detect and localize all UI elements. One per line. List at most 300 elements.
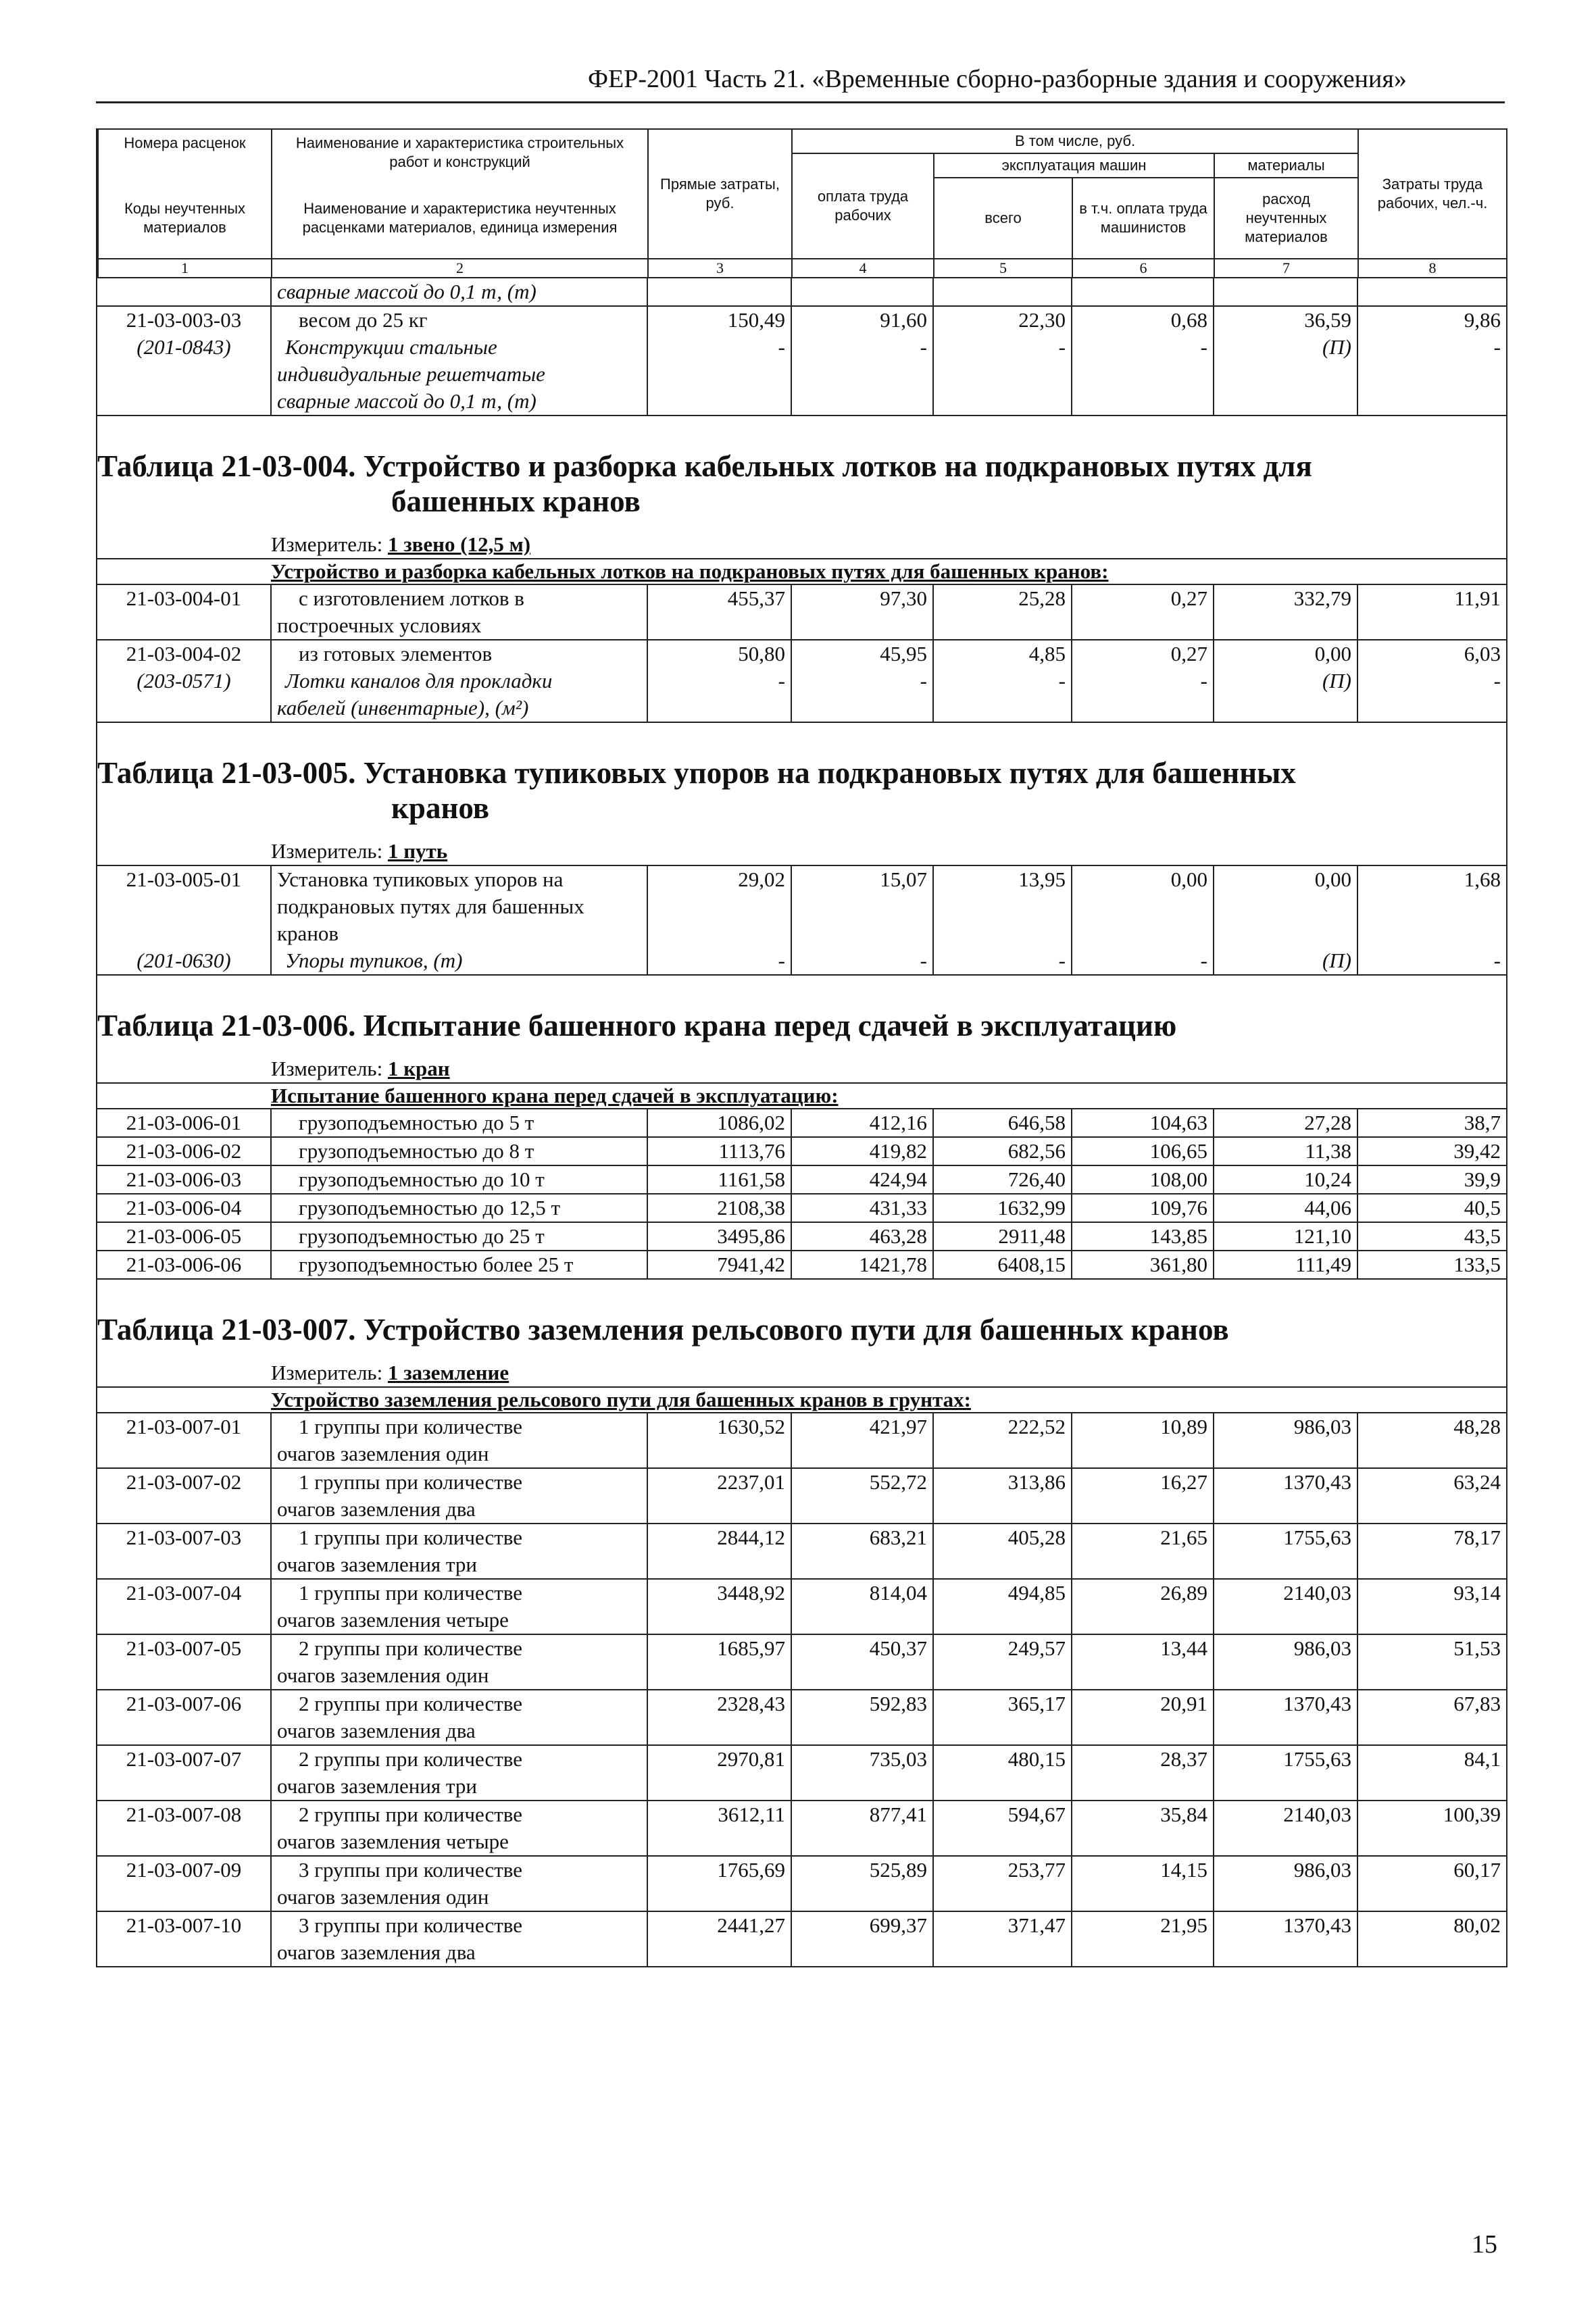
rate-name-cont: очагов заземления два <box>271 1717 647 1745</box>
table-005-title-line2: кранов <box>391 791 490 825</box>
table-row <box>97 1413 1506 1440</box>
material-row <box>97 334 1506 361</box>
cell-labor-hours: 40,5 <box>1464 1196 1501 1219</box>
cell-direct-cost: - <box>647 947 791 974</box>
col-materials-header: материалы <box>1214 153 1358 178</box>
cell-direct-cost: 455,37 <box>647 584 791 612</box>
cell-materials: 11,38 <box>1214 1137 1357 1165</box>
cell-mach-wage: - <box>1072 334 1214 361</box>
cell-labor-hours: 1,68 <box>1464 867 1501 891</box>
table-007-group: Устройство заземления рельсового пути для башенных кранов в грунтах: <box>97 1386 1506 1412</box>
table-row <box>97 1801 1506 1828</box>
cell-wage: 735,03 <box>791 1745 933 1773</box>
cell-mach-total: 2911,48 <box>933 1222 1072 1251</box>
cell-mach-wage: 21,95 <box>1072 1911 1214 1939</box>
cell-wage: 45,95 <box>791 640 933 668</box>
col-num-2: 2 <box>272 259 648 278</box>
spacer-cell <box>1072 1717 1214 1745</box>
cell-mach-total: 480,15 <box>933 1745 1072 1773</box>
rate-code: 21-03-007-10 <box>97 1911 271 1939</box>
material-name: Конструкции стальные <box>271 334 647 361</box>
rate-name-cont: очагов заземления два <box>271 1496 647 1524</box>
rate-code: 21-03-007-02 <box>97 1468 271 1496</box>
spacer-cell <box>97 1939 271 1966</box>
cell-mach-total: 25,28 <box>933 584 1072 612</box>
cell-mach-total: 253,77 <box>933 1856 1072 1884</box>
cell-direct-cost: 2237,01 <box>647 1468 791 1496</box>
cell-labor-hours: 51,53 <box>1453 1636 1501 1660</box>
measure-label: Измеритель: <box>271 839 388 863</box>
cell-wage: 424,94 <box>791 1165 933 1194</box>
material-name: Лотки каналов для прокладки <box>271 668 647 695</box>
cell-direct-cost: 2441,27 <box>647 1911 791 1939</box>
spacer-cell <box>1072 1440 1214 1468</box>
spacer-cell <box>1072 1828 1214 1856</box>
spacer-cell <box>1214 1551 1357 1579</box>
spacer-cell <box>647 1773 791 1801</box>
table-004 <box>97 584 1506 722</box>
rate-name: весом до 25 кг <box>271 306 647 334</box>
cell-labor-hours: 80,02 <box>1453 1913 1501 1937</box>
cell-direct-cost: 29,02 <box>647 865 791 893</box>
spacer-cell <box>1214 1717 1357 1745</box>
table-row <box>97 1468 1506 1496</box>
col-labor-hours-header: Затраты труда рабочих, чел.-ч. <box>1358 129 1507 259</box>
spacer-cell <box>791 1440 933 1468</box>
cell-materials: 1755,63 <box>1214 1745 1357 1773</box>
cell-wage: 877,41 <box>791 1801 933 1828</box>
cell-mach-wage: 361,80 <box>1072 1251 1214 1278</box>
spacer-cell <box>97 1884 271 1911</box>
spacer-cell <box>1072 1496 1214 1524</box>
col-machines-header: эксплуатация машин <box>934 153 1214 178</box>
cell-materials: 2140,03 <box>1214 1801 1357 1828</box>
cell-mach-total: 646,58 <box>933 1109 1072 1137</box>
table-004-section <box>97 415 1506 722</box>
table-row <box>97 1745 1506 1773</box>
material-code: (201-0630) <box>97 947 271 974</box>
table-004-group: Устройство и разборка кабельных лотков на подкрановых путях для башенных кранов: <box>97 558 1506 584</box>
spacer-cell <box>933 1828 1072 1856</box>
rate-code: 21-03-004-02 <box>97 640 271 668</box>
rate-name: с изготовлением лотков в <box>271 584 647 612</box>
rate-code: 21-03-007-07 <box>97 1745 271 1773</box>
spacer-cell <box>791 1773 933 1801</box>
cell-mach-wage: 13,44 <box>1072 1634 1214 1662</box>
spacer-cell <box>1214 1884 1357 1911</box>
measure-unit: 1 звено (12,5 м) <box>387 532 531 556</box>
rate-code: 21-03-006-01 <box>97 1109 271 1137</box>
col-num-5: 5 <box>934 259 1072 278</box>
rate-name: 1 группы при количестве <box>271 1524 647 1551</box>
col-num-6: 6 <box>1072 259 1214 278</box>
cell-materials: 44,06 <box>1214 1194 1357 1222</box>
col-mat-usage-header: расход неучтенных материалов <box>1214 178 1358 259</box>
cell-mach-wage: 0,27 <box>1072 584 1214 612</box>
cell-direct-cost: 150,49 <box>647 306 791 334</box>
rate-name-cont: очагов заземления один <box>271 1884 647 1911</box>
rate-name: 1 группы при количестве <box>271 1413 647 1440</box>
spacer-cell <box>1072 1884 1214 1911</box>
spacer-cell <box>97 1773 271 1801</box>
spacer-cell <box>791 1551 933 1579</box>
cell-materials: (П) <box>1214 668 1357 695</box>
cell-materials: (П) <box>1214 334 1357 361</box>
spacer-cell <box>791 1884 933 1911</box>
cell-labor-hours: 93,14 <box>1453 1581 1501 1605</box>
rate-code: 21-03-006-04 <box>97 1194 271 1222</box>
cell-direct-cost: 3448,92 <box>647 1579 791 1607</box>
cell-mach-total: 22,30 <box>933 306 1072 334</box>
spacer-cell <box>933 1773 1072 1801</box>
cell-materials: 1370,43 <box>1214 1690 1357 1717</box>
spacer-cell <box>933 1551 1072 1579</box>
cell-mach-total: 313,86 <box>933 1468 1072 1496</box>
cell-wage: 419,82 <box>791 1137 933 1165</box>
spacer-cell <box>1357 1717 1506 1745</box>
cell-materials: 1755,63 <box>1214 1524 1357 1551</box>
rate-code: 21-03-003-03 <box>97 306 271 334</box>
table-row <box>97 1194 1506 1222</box>
rate-name-cont: очагов заземления три <box>271 1551 647 1579</box>
rate-code: 21-03-006-05 <box>97 1222 271 1251</box>
measure-label: Измеритель: <box>271 532 388 556</box>
spacer-cell <box>1357 1773 1506 1801</box>
spacer-cell <box>1072 1551 1214 1579</box>
cell-materials: 986,03 <box>1214 1413 1357 1440</box>
material-row <box>97 668 1506 695</box>
cell-mach-wage: 26,89 <box>1072 1579 1214 1607</box>
cell-labor-hours: 78,17 <box>1453 1526 1501 1549</box>
rate-name: 1 группы при количестве <box>271 1579 647 1607</box>
rate-code: 21-03-004-01 <box>97 584 271 612</box>
col-material-code-header: Коды неучтенных материалов <box>98 178 272 259</box>
rate-code: 21-03-007-04 <box>97 1579 271 1607</box>
rate-name: грузоподъемностью до 5 т <box>271 1109 647 1137</box>
cell-wage: - <box>791 947 933 974</box>
col-name-header: Наименование и характеристика строительных работ и конструкций <box>272 129 648 178</box>
spacer-cell <box>1214 1773 1357 1801</box>
rate-name: 2 группы при количестве <box>271 1634 647 1662</box>
rate-code: 21-03-006-06 <box>97 1251 271 1278</box>
cell-labor-hours: 43,5 <box>1464 1224 1501 1248</box>
cell-mach-wage: 35,84 <box>1072 1801 1214 1828</box>
spacer-cell <box>933 1440 1072 1468</box>
cell-direct-cost: 1685,97 <box>647 1634 791 1662</box>
cell-materials: 986,03 <box>1214 1856 1357 1884</box>
rate-code: 21-03-007-05 <box>97 1634 271 1662</box>
measure-unit: 1 кран <box>387 1057 450 1080</box>
cell-direct-cost: 1113,76 <box>647 1137 791 1165</box>
spacer-cell <box>97 1828 271 1856</box>
table-004-title-line2: башенных кранов <box>391 484 641 518</box>
rate-code: 21-03-007-09 <box>97 1856 271 1884</box>
col-direct-cost-header: Прямые затраты, руб. <box>648 129 792 259</box>
cell-materials: 121,10 <box>1214 1222 1357 1251</box>
cell-labor-hours: 38,7 <box>1464 1111 1501 1134</box>
table-007 <box>97 1412 1506 1966</box>
table-row <box>97 306 1506 334</box>
table-006-measure <box>97 1055 1506 1082</box>
cell-labor-hours: 100,39 <box>1443 1803 1501 1826</box>
rate-name: 3 группы при количестве <box>271 1911 647 1939</box>
spacer-cell <box>647 1440 791 1468</box>
cell-labor-hours: 48,28 <box>1453 1415 1501 1438</box>
table-007-section <box>97 1278 1506 1966</box>
table-row <box>97 1911 1506 1939</box>
rate-name: из готовых элементов <box>271 640 647 668</box>
cell-wage: 91,60 <box>791 306 933 334</box>
cell-wage: 1421,78 <box>791 1251 933 1278</box>
cell-labor-hours: 11,91 <box>1454 586 1501 610</box>
cell-mach-wage: 104,63 <box>1072 1109 1214 1137</box>
spacer-cell <box>647 1496 791 1524</box>
spacer-cell <box>933 1607 1072 1634</box>
rate-name-cont: очагов заземления четыре <box>271 1607 647 1634</box>
table-row <box>97 1137 1506 1165</box>
cell-mach-total: 371,47 <box>933 1911 1072 1939</box>
table-006 <box>97 1108 1506 1278</box>
cell-mach-wage: 0,27 <box>1072 640 1214 668</box>
cell-direct-cost: 1086,02 <box>647 1109 791 1137</box>
cell-wage: 421,97 <box>791 1413 933 1440</box>
spacer-cell <box>791 1939 933 1966</box>
cell-materials: 36,59 <box>1214 306 1357 334</box>
table-row <box>97 1634 1506 1662</box>
material-row <box>97 947 1506 974</box>
spacer-cell <box>647 1828 791 1856</box>
cell-materials: 0,00 <box>1214 640 1357 668</box>
cell-labor-hours: 67,83 <box>1453 1692 1501 1715</box>
cell-mach-total: 682,56 <box>933 1137 1072 1165</box>
rates-document <box>96 128 1507 1967</box>
cell-materials: 1370,43 <box>1214 1468 1357 1496</box>
spacer-cell <box>1357 1551 1506 1579</box>
measure-unit: 1 заземление <box>387 1361 509 1384</box>
col-num-3: 3 <box>648 259 792 278</box>
material-name-cont: сварные массой до 0,1 т, (т) <box>271 388 647 415</box>
table-004-measure <box>97 531 1506 558</box>
cell-direct-cost: 3495,86 <box>647 1222 791 1251</box>
table-004-title-line1: Таблица 21-03-004. Устройство и разборка кабельных лотков на подкрановых путях для <box>97 449 1312 483</box>
cell-wage: 699,37 <box>791 1911 933 1939</box>
page-number: 15 <box>1472 2230 1497 2259</box>
material-name-cont: индивидуальные решетчатые <box>271 361 647 388</box>
rate-name-cont: кранов <box>271 920 647 947</box>
spacer-cell <box>933 1496 1072 1524</box>
table-row <box>97 1165 1506 1194</box>
table-row <box>97 1109 1506 1137</box>
table-row <box>97 1251 1506 1278</box>
table-row <box>97 1579 1506 1607</box>
cell-labor-hours: 6,03 <box>1464 642 1501 665</box>
table-row <box>97 865 1506 893</box>
page-header: ФЕР-2001 Часть 21. «Временные сборно-разборные здания и сооружения» <box>588 65 1407 93</box>
spacer-cell <box>791 1496 933 1524</box>
cell-labor-hours: 60,17 <box>1453 1858 1501 1882</box>
cell-mach-wage: 10,89 <box>1072 1413 1214 1440</box>
cell-mach-total: - <box>933 947 1072 974</box>
rate-name-cont: очагов заземления три <box>271 1773 647 1801</box>
cell-labor-hours: - <box>1493 949 1501 972</box>
spacer-cell <box>97 1717 271 1745</box>
cell-wage: 412,16 <box>791 1109 933 1137</box>
rate-code: 21-03-007-06 <box>97 1690 271 1717</box>
table-row <box>97 1524 1506 1551</box>
cell-direct-cost: 2844,12 <box>647 1524 791 1551</box>
table-006-group: Испытание башенного крана перед сдачей в эксплуатацию: <box>97 1082 1506 1108</box>
table-005-title-line1: Таблица 21-03-005. Установка тупиковых упоров на подкрановых путях для башенных <box>97 756 1296 790</box>
spacer-cell <box>97 1496 271 1524</box>
spacer-cell <box>1072 1939 1214 1966</box>
cell-materials: 1370,43 <box>1214 1911 1357 1939</box>
cell-direct-cost: 50,80 <box>647 640 791 668</box>
cell-mach-total: 13,95 <box>933 865 1072 893</box>
cell-wage: 463,28 <box>791 1222 933 1251</box>
spacer-cell <box>1357 1939 1506 1966</box>
spacer-cell <box>1072 1662 1214 1690</box>
cell-materials: 10,24 <box>1214 1165 1357 1194</box>
cell-wage: 97,30 <box>791 584 933 612</box>
cell-mach-total: 726,40 <box>933 1165 1072 1194</box>
rate-code: 21-03-007-08 <box>97 1801 271 1828</box>
cell-mach-total: 6408,15 <box>933 1251 1072 1278</box>
cell-mach-total: 405,28 <box>933 1524 1072 1551</box>
rate-name: 2 группы при количестве <box>271 1690 647 1717</box>
cell-mach-wage: 109,76 <box>1072 1194 1214 1222</box>
spacer-cell <box>1072 1607 1214 1634</box>
cell-labor-hours: 39,42 <box>1453 1139 1501 1163</box>
cell-mach-wage: 106,65 <box>1072 1137 1214 1165</box>
cell-mach-wage: 20,91 <box>1072 1690 1214 1717</box>
cell-materials: 332,79 <box>1214 584 1357 612</box>
spacer-cell <box>647 1607 791 1634</box>
column-header-table <box>97 128 1507 278</box>
spacer-cell <box>97 1662 271 1690</box>
rate-name: 1 группы при количестве <box>271 1468 647 1496</box>
spacer-cell <box>933 1662 1072 1690</box>
rate-name: грузоподъемностью до 12,5 т <box>271 1194 647 1222</box>
spacer-cell <box>791 1662 933 1690</box>
table-007-title <box>97 1280 1506 1347</box>
rate-code: 21-03-007-03 <box>97 1524 271 1551</box>
cell-materials: 27,28 <box>1214 1109 1357 1137</box>
cell-mach-total: 222,52 <box>933 1413 1072 1440</box>
rate-name-cont: построечных условиях <box>271 612 647 640</box>
spacer-cell <box>933 1717 1072 1745</box>
spacer-cell <box>1214 1939 1357 1966</box>
spacer-cell <box>1214 1662 1357 1690</box>
cell-mach-wage: - <box>1072 947 1214 974</box>
material-name: Упоры тупиков, (т) <box>271 947 647 974</box>
spacer-cell <box>1357 1440 1506 1468</box>
cell-materials: 986,03 <box>1214 1634 1357 1662</box>
cell-wage: 592,83 <box>791 1690 933 1717</box>
spacer-cell <box>791 1607 933 1634</box>
cell-materials: 0,00 <box>1214 865 1357 893</box>
cell-wage: 431,33 <box>791 1194 933 1222</box>
col-num-4: 4 <box>792 259 934 278</box>
cell-mach-wage: - <box>1072 668 1214 695</box>
spacer-cell <box>1357 1884 1506 1911</box>
col-num-8: 8 <box>1358 259 1507 278</box>
material-code: (203-0571) <box>97 668 271 695</box>
table-004-title <box>97 416 1506 519</box>
cell-labor-hours: 63,24 <box>1453 1470 1501 1494</box>
table-row <box>97 640 1506 668</box>
spacer-cell <box>97 1551 271 1579</box>
spacer-cell <box>1214 1828 1357 1856</box>
cell-direct-cost: 7941,42 <box>647 1251 791 1278</box>
cell-mach-total: 1632,99 <box>933 1194 1072 1222</box>
spacer-cell <box>1357 1662 1506 1690</box>
rate-name: 3 группы при количестве <box>271 1856 647 1884</box>
spacer-cell <box>647 1939 791 1966</box>
spacer-cell <box>1357 1607 1506 1634</box>
table-003-continued <box>97 278 1506 415</box>
rate-name-cont: очагов заземления один <box>271 1662 647 1690</box>
spacer-cell <box>647 1551 791 1579</box>
spacer-cell <box>97 1607 271 1634</box>
material-name-cont: кабелей (инвентарные), (м²) <box>271 695 647 722</box>
measure-label: Измеритель: <box>271 1057 388 1080</box>
cell-mach-wage: 21,65 <box>1072 1524 1214 1551</box>
cell-mach-total: - <box>933 668 1072 695</box>
rate-code: 21-03-005-01 <box>97 865 271 893</box>
cell-wage: - <box>791 334 933 361</box>
col-num-7: 7 <box>1214 259 1358 278</box>
spacer-cell <box>791 1828 933 1856</box>
rate-name: Установка тупиковых упоров на <box>271 865 647 893</box>
cell-mach-wage: 0,68 <box>1072 306 1214 334</box>
spacer-cell <box>97 1440 271 1468</box>
measure-unit: 1 путь <box>387 839 448 863</box>
col-mach-total-header: всего <box>934 178 1072 259</box>
rate-name-cont: подкрановых путях для башенных <box>271 893 647 920</box>
table-006-title-line1: Таблица 21-03-006. Испытание башенного крана перед сдачей в эксплуатацию <box>97 1009 1177 1042</box>
cell-mach-total: 594,67 <box>933 1801 1072 1828</box>
cell-direct-cost: 1161,58 <box>647 1165 791 1194</box>
rate-name-cont: очагов заземления четыре <box>271 1828 647 1856</box>
rate-name: грузоподъемностью более 25 т <box>271 1251 647 1278</box>
cell-labor-hours: - <box>1493 669 1501 693</box>
spacer-cell <box>1357 1496 1506 1524</box>
table-007-measure <box>97 1359 1506 1386</box>
cell-labor-hours: 133,5 <box>1453 1253 1501 1276</box>
spacer-cell <box>1214 1440 1357 1468</box>
rate-code: 21-03-007-01 <box>97 1413 271 1440</box>
cell-direct-cost: 2970,81 <box>647 1745 791 1773</box>
cell-wage: 683,21 <box>791 1524 933 1551</box>
cell-wage: - <box>791 668 933 695</box>
rate-name-cont: очагов заземления один <box>271 1440 647 1468</box>
cell-labor-hours: 9,86 <box>1464 308 1501 332</box>
spacer-cell <box>791 1717 933 1745</box>
cell-wage: 450,37 <box>791 1634 933 1662</box>
cell-materials: (П) <box>1214 947 1357 974</box>
cell-direct-cost: 1765,69 <box>647 1856 791 1884</box>
table-003-lead-text: сварные массой до 0,1 т, (т) <box>271 278 647 306</box>
rate-name: грузоподъемностью до 25 т <box>271 1222 647 1251</box>
col-code-header: Номера расценок <box>98 129 272 178</box>
rate-name: 2 группы при количестве <box>271 1745 647 1773</box>
table-006-title <box>97 976 1506 1043</box>
measure-label: Измеритель: <box>271 1361 388 1384</box>
spacer-cell <box>1214 1496 1357 1524</box>
cell-materials: 2140,03 <box>1214 1579 1357 1607</box>
spacer-cell <box>933 1939 1072 1966</box>
table-007-title-line1: Таблица 21-03-007. Устройство заземления рельсового пути для башенных кранов <box>97 1313 1229 1347</box>
